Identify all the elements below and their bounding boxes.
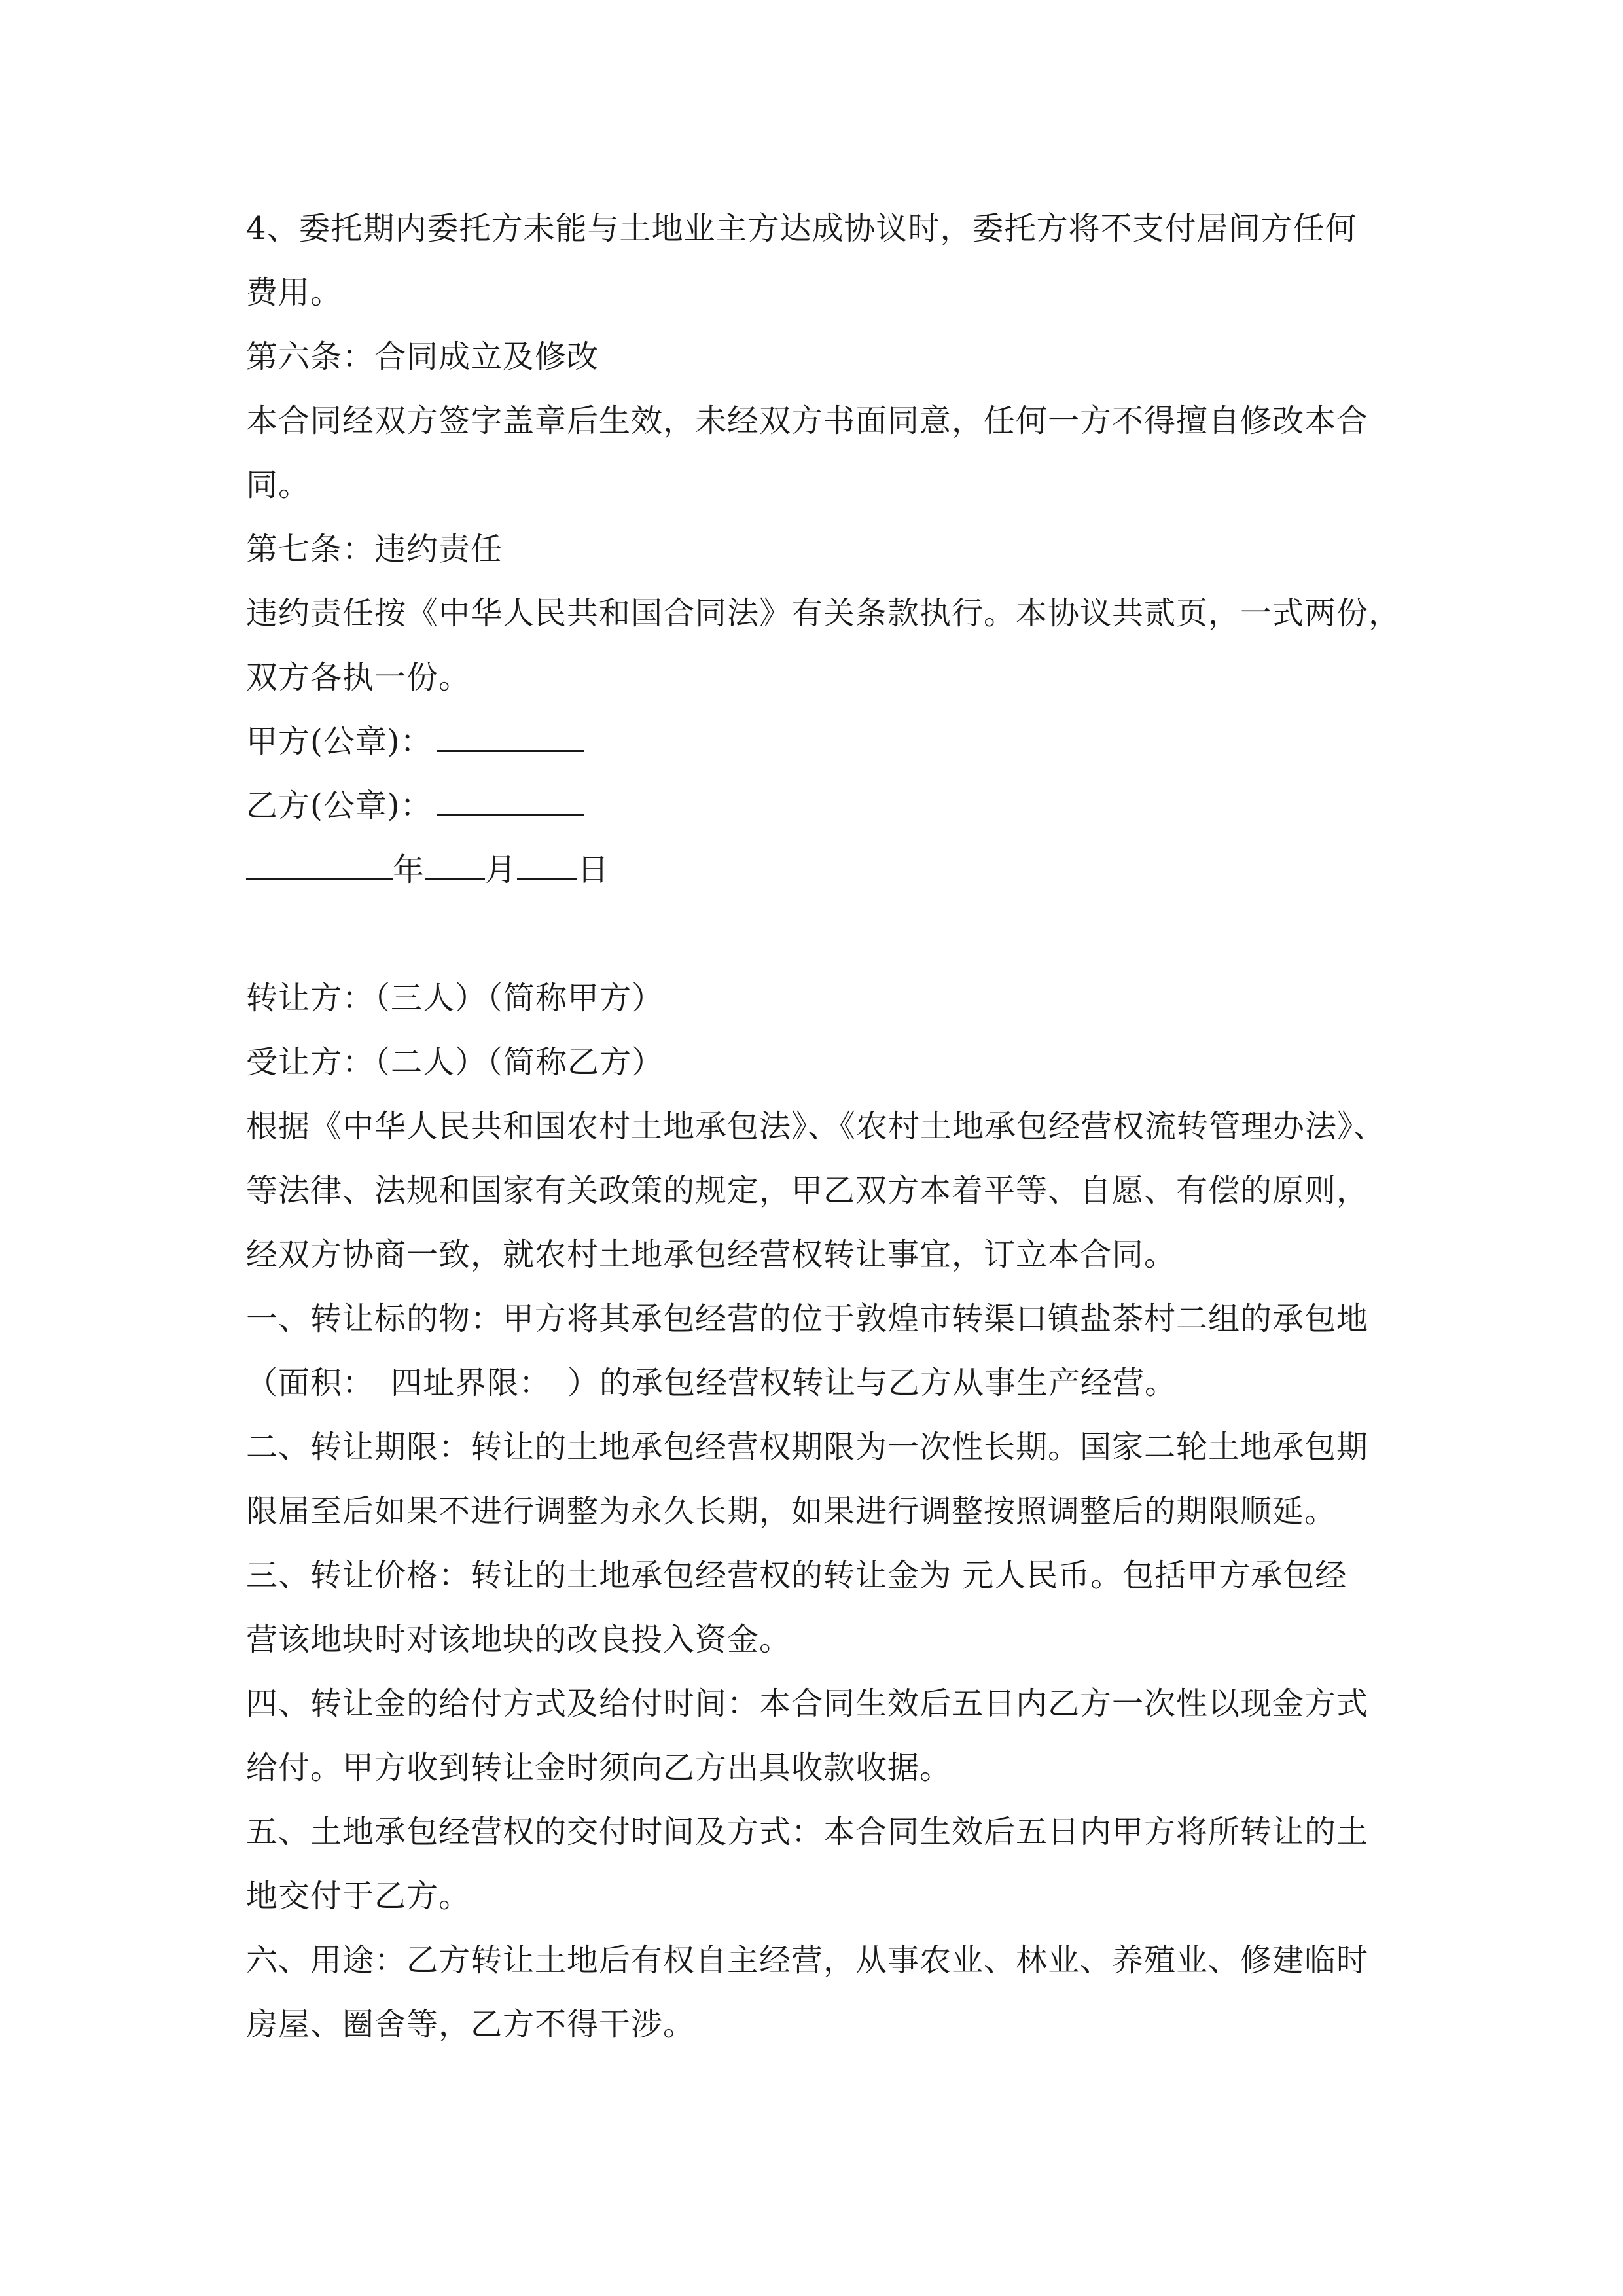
- text-line: 费用。: [246, 274, 343, 311]
- signature-label-party-a: 甲方(公章)：: [246, 723, 433, 760]
- day-blank[interactable]: [517, 848, 577, 880]
- month-label: 月: [485, 852, 518, 888]
- signature-blank-party-b[interactable]: [437, 784, 584, 816]
- text-line: 同。: [246, 467, 311, 503]
- year-label: 年: [393, 852, 425, 888]
- clause-line: 二、转让期限：转让的土地承包经营权期限为一次性长期。国家二轮土地承包期: [246, 1429, 1369, 1465]
- clause-line: 一、转让标的物：甲方将其承包经营的位于敦煌市转渠口镇盐茶村二组的承包地: [246, 1300, 1369, 1337]
- transferor-line: 转让方：（三人）（简称甲方）: [246, 980, 664, 1016]
- article-heading: 第七条：违约责任: [246, 531, 503, 567]
- text-line: 限届至后如果不进行调整为永久长期，如果进行调整按照调整后的期限顺延。: [246, 1493, 1337, 1530]
- text-line: 等法律、法规和国家有关政策的规定，甲乙双方本着平等、自愿、有偿的原则，: [246, 1172, 1369, 1209]
- text-line: 经双方协商一致，就农村土地承包经营权转让事宜，订立本合同。: [246, 1236, 1177, 1273]
- signature-line-party-b: [246, 774, 1385, 838]
- section-transfer-contract: [246, 966, 1385, 2056]
- text-line: 营该地块时对该地块的改良投入资金。: [246, 1621, 792, 1658]
- text-line: 违约责任按《中华人民共和国合同法》有关条款执行。本协议共贰页，一式两份，: [246, 595, 1401, 632]
- text-line: 双方各执一份。: [246, 659, 471, 696]
- document-page: [246, 196, 1401, 2056]
- text-line: （面积： 四址界限： ）的承包经营权转让与乙方从事生产经营。: [246, 1365, 1177, 1401]
- text-line: 4、委托期内委托方未能与土地业主方达成协议时，委托方将不支付居间方任何: [246, 210, 1357, 247]
- clause-line: 五、土地承包经营权的交付时间及方式：本合同生效后五日内甲方将所转让的土: [246, 1814, 1369, 1850]
- text-line: 根据《中华人民共和国农村土地承包法》、《农村土地承包经营权流转管理办法》、: [246, 1108, 1386, 1145]
- text-line: 本合同经双方签字盖章后生效，未经双方书面同意，任何一方不得擅自修改本合: [246, 403, 1369, 439]
- clause-line: 六、用途：乙方转让土地后有权自主经营，从事农业、林业、养殖业、修建临时: [246, 1942, 1369, 1979]
- signature-line-party-a: [246, 709, 1385, 774]
- transferee-line: 受让方：（二人）（简称乙方）: [246, 1044, 664, 1081]
- article-heading: 第六条：合同成立及修改: [246, 338, 599, 375]
- day-label: 日: [577, 852, 610, 888]
- section-gap: [246, 902, 1385, 966]
- clause-line: 四、转让金的给付方式及给付时间：本合同生效后五日内乙方一次性以现金方式: [246, 1685, 1369, 1722]
- year-blank[interactable]: [246, 848, 393, 880]
- text-line: 房屋、圈舍等，乙方不得干涉。: [246, 2006, 696, 2043]
- month-blank[interactable]: [425, 848, 485, 880]
- section-agency-clauses: [246, 196, 1401, 902]
- clause-line: 三、转让价格：转让的土地承包经营权的转让金为 元人民币。包括甲方承包经: [246, 1557, 1347, 1594]
- text-line: 给付。甲方收到转让金时须向乙方出具收款收据。: [246, 1749, 952, 1786]
- text-line: 地交付于乙方。: [246, 1878, 471, 1914]
- signature-blank-party-a[interactable]: [437, 720, 584, 752]
- signature-label-party-b: 乙方(公章)：: [246, 787, 433, 824]
- date-line: [246, 838, 1385, 902]
